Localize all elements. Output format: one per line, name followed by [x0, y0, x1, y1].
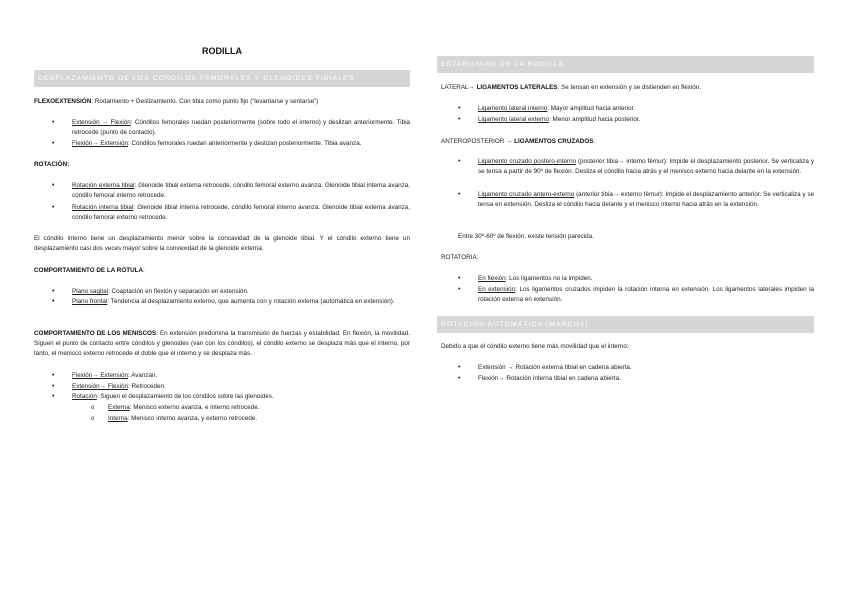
item-text: : Coaptación en flexión y separación en extensión.	[108, 288, 249, 295]
item-text: (anterior tibia→ externo fémur): Impide el desplazamiento anterior. Se verticaliza y se tensa en extensión. Desliza el cóndilo hacia delante y el menisco interno hacia atrás en la extensión.	[478, 191, 814, 208]
page-title: RODILLA	[202, 46, 242, 56]
bullet-icon: •	[458, 105, 461, 112]
item-text: : Menor amplitud hacia posterior.	[549, 116, 641, 123]
bullet-icon: •	[458, 116, 461, 123]
flexoextension-text: : Rodamiento + Deslizamiento. Con tibia como punto fijo (“levantarse y sentarse”)	[91, 98, 319, 105]
item-term: Ligamento lateral interno	[478, 105, 548, 112]
bullet-icon: •	[52, 204, 55, 211]
auto-paragraph: Debido a que el cóndilo externo tiene más movilidad que el interno:	[441, 343, 629, 350]
tension-note: Entre 30º-60º de flexión, existe tensión parecida.	[458, 233, 594, 240]
flexoextension-paragraph	[34, 97, 410, 107]
item-term: Rotación interna tibial	[72, 204, 134, 211]
bullet-icon: •	[458, 191, 461, 198]
item-text: : Menisco interno avanza, y externo retrocede.	[127, 415, 258, 422]
item-term: Rotación externa tibial	[72, 182, 135, 189]
item-term: Ligamento cruzado postero-interno	[478, 158, 577, 165]
bullet-icon: •	[52, 372, 55, 379]
bullet-icon: •	[458, 286, 461, 293]
item-text: Flexión→ Rotación interna tibial en cadena abierta.	[478, 375, 621, 382]
item-text: : Mayor amplitud hacia anterior.	[547, 105, 636, 112]
lateral-prefix: LATERAL→	[441, 84, 477, 91]
item-term: En extensión	[478, 286, 516, 293]
bullet-icon: •	[52, 298, 55, 305]
bullet-icon: •	[52, 288, 55, 295]
rotula-heading	[34, 266, 410, 276]
item-text: : Avanzan.	[128, 372, 158, 379]
lateral-text: : Se tensan en extensión y se distienden en flexión.	[557, 84, 702, 91]
circle-bullet-icon: o	[91, 416, 95, 422]
bullet-icon: •	[52, 383, 55, 390]
item-term: En flexión	[478, 275, 506, 282]
item-text: Extensión → Rotación externa tibial en cadena abierta.	[478, 364, 632, 371]
bullet-icon: •	[458, 375, 461, 382]
item-text: : Glenoide tibial externa retrocede, cóndilo femoral externo avanza. Glenoide tibial interna avanza, cóndilo femoral interno retrocede.	[72, 182, 410, 199]
meniscos-paragraph	[34, 329, 410, 359]
item-text: : Cóndilos femorales ruedan posteriormente (sobre todo el interno) y deslizan anteriormente. Tibia retrocede (punto de contacto).	[72, 119, 411, 136]
bullet-icon: •	[458, 158, 461, 165]
rotatoria-heading: ROTATORIA:	[441, 254, 479, 261]
anteroposterior-paragraph	[441, 137, 814, 147]
item-term: Plano frontal	[72, 298, 108, 305]
lateral-label: LIGAMENTOS LATERALES	[476, 84, 558, 91]
item-term: Plano sagital	[72, 288, 109, 295]
item-term: Extensión → Flexión	[72, 119, 131, 126]
item-term: Extensión→ Flexión	[72, 383, 128, 390]
item-term: Rotación	[72, 393, 97, 400]
item-text: : Siguen el desplazamiento de los cóndilos sobre las glenoides.	[96, 393, 274, 400]
antero-label: LIGAMENTOS CRUZADOS	[514, 138, 594, 145]
item-term: Ligamento cruzado antero-externo	[478, 191, 575, 198]
item-term: Flexión→ Extensión	[72, 372, 128, 379]
item-term: Flexión→ Extensión	[72, 140, 128, 147]
item-text: : Retroceden.	[128, 383, 166, 390]
section-band-desplazamiento: DESPLAZAMIENTO DE LOS CÓNDILOS FEMORALES Y GLENOIDES TIBIALES	[34, 70, 410, 87]
rotacion-heading	[34, 160, 410, 170]
item-text: : Los ligamentos no la impiden.	[505, 275, 593, 282]
meniscos-label: COMPORTAMIENTO DE LOS MENISCOS	[34, 330, 157, 337]
item-text: : Cóndilos femorales ruedan anteriormente y deslizan posteriormente. Tibia avanza.	[128, 140, 362, 147]
bullet-icon: •	[52, 119, 55, 126]
bullet-icon: •	[52, 140, 55, 147]
rotula-label: COMPORTAMIENTO DE LA RÓTULA	[34, 267, 144, 274]
item-term: Externa	[108, 404, 130, 411]
meniscos-text: : En extensión predomina la transmisión de fuerzas y estabilidad. En flexión, la movilidad. Siguen el punto de contacto entre cóndilos y glenoides (van con los cóndilos), el cóndilo externo se desplaza más que el interno, por tanto, el menisco externo retrocede el doble que el interno y se desplaza más.	[34, 330, 410, 357]
section-band-estabilidad: ESTABILIDAD DE LA RODILLA	[437, 56, 814, 73]
bullet-icon: •	[458, 364, 461, 371]
rotula-colon: :	[143, 267, 145, 274]
circle-bullet-icon: o	[91, 405, 95, 411]
bullet-icon: •	[52, 182, 55, 189]
flexoextension-label: FLEXOEXTENSIÓN	[34, 98, 92, 105]
antero-prefix: ANTEROPOSTERIOR →	[441, 138, 515, 145]
item-text: : Los ligamentos cruzados impiden la rotación interna en extensión. Los ligamentos laterales impiden la rotación externa en extensión.	[478, 286, 814, 303]
item-term: Interna	[108, 415, 128, 422]
condilo-paragraph: El cóndilo interno tiene un desplazamiento menor sobre la concavidad de la glenoide tibial. Y el cóndilo externo tiene un desplazamiento casi dos veces mayor sobre la convexidad de la glenoide externa.	[34, 235, 410, 252]
antero-colon: :	[593, 138, 596, 145]
section-band-rotacion-automatica: ROTACIÓN AUTOMÁTICA (MARCHA)	[437, 316, 814, 333]
item-term: Ligamento lateral externo	[478, 116, 550, 123]
bullet-icon: •	[52, 393, 55, 400]
item-text: : Menisco externo avanza, e interno retrocede.	[129, 404, 260, 411]
item-text: : Glenoide tibial interna retrocede, cóndilo femoral interno avanza. Glenoide tibial externa avanza, cóndilo femoral externo retrocede.	[72, 204, 410, 221]
bullet-icon: •	[458, 275, 461, 282]
lateral-paragraph	[441, 83, 814, 93]
item-text: : Tendencia al desplazamiento externo, que aumenta con y rotación externa (automática en extensión).	[107, 298, 395, 305]
item-text: (posterior tibia→ interno fémur): Impide el desplazamiento posterior. Se verticaliza y se tensa a partir de 90º de flexión. Desliza el cóndilo hacia atrás y el menisco externo hacia delante en la extensión.	[478, 158, 814, 175]
rotacion-label: ROTACIÓN:	[34, 161, 70, 168]
